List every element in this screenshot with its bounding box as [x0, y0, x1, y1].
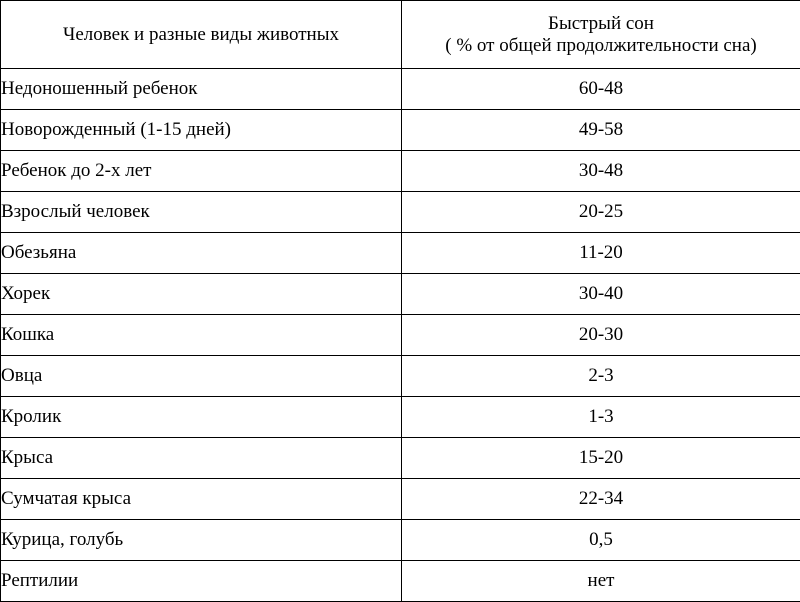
species-cell: Рептилии [1, 561, 402, 602]
species-cell: Недоношенный ребенок [1, 69, 402, 110]
rem-value-cell: 0,5 [402, 520, 800, 561]
species-cell: Курица, голубь [1, 520, 402, 561]
table-row [1, 438, 800, 479]
table-row [1, 151, 800, 192]
column-header-species: Человек и разные виды животных [1, 1, 402, 69]
rem-value-cell: 2-3 [402, 356, 800, 397]
rem-value-cell: 20-25 [402, 192, 800, 233]
species-cell: Кошка [1, 315, 402, 356]
table-row [1, 192, 800, 233]
species-cell: Сумчатая крыса [1, 479, 402, 520]
rem-value-cell: 49-58 [402, 110, 800, 151]
rem-value-cell: 22-34 [402, 479, 800, 520]
table-row [1, 397, 800, 438]
rem-value-cell: 30-40 [402, 274, 800, 315]
table-row [1, 356, 800, 397]
table-header-row [1, 1, 800, 69]
table-body [1, 69, 800, 602]
table-row [1, 479, 800, 520]
table-row [1, 520, 800, 561]
species-cell: Овца [1, 356, 402, 397]
rem-value-cell: 60-48 [402, 69, 800, 110]
rem-value-cell: 1-3 [402, 397, 800, 438]
column-header-rem-title: Быстрый сон [402, 13, 800, 35]
column-header-rem-unit: ( % от общей продолжительности сна) [402, 35, 800, 57]
species-cell: Взрослый человек [1, 192, 402, 233]
rem-value-cell: 11-20 [402, 233, 800, 274]
column-header-rem-sleep [402, 1, 800, 69]
species-cell: Обезьяна [1, 233, 402, 274]
rem-value-cell: 20-30 [402, 315, 800, 356]
rem-value-cell: нет [402, 561, 800, 602]
rem-value-cell: 30-48 [402, 151, 800, 192]
rem-value-cell: 15-20 [402, 438, 800, 479]
table-row [1, 110, 800, 151]
species-cell: Новорожденный (1-15 дней) [1, 110, 402, 151]
species-cell: Хорек [1, 274, 402, 315]
table-row [1, 274, 800, 315]
table-row [1, 315, 800, 356]
species-cell: Кролик [1, 397, 402, 438]
species-cell: Ребенок до 2-х лет [1, 151, 402, 192]
species-cell: Крыса [1, 438, 402, 479]
table-row [1, 561, 800, 602]
table-row [1, 233, 800, 274]
table-row [1, 69, 800, 110]
